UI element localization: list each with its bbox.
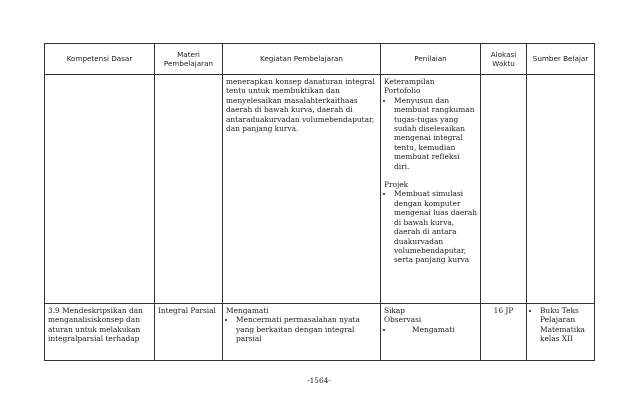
mengamati-heading: Mengamati [226, 306, 269, 315]
syllabus-table [44, 43, 595, 361]
cell-kegiatan [223, 75, 381, 304]
kegiatan-text: menerapkan konsep danaturan integral tentu untuk membuktikan dan menyelesaikan masalahterkaithaas daerah di bawah kurva, daerah di antaraduakurvadan volumebendaputar, dan panjang kurva. [226, 77, 375, 134]
kegiatan-list [226, 315, 377, 343]
cell-kegiatan [223, 304, 381, 361]
table-row [45, 304, 595, 361]
materi-text: Integral Parsial [158, 306, 216, 315]
cell-kompetensi [45, 304, 155, 361]
header-row [45, 44, 595, 75]
observasi-label: Observasi [384, 315, 422, 325]
header-materi: Materi Pembelajaran [155, 44, 223, 75]
cell-materi [155, 304, 223, 361]
cell-sumber [527, 75, 595, 304]
cell-kompetensi [45, 75, 155, 304]
cell-materi [155, 75, 223, 304]
keterampilan-label: Keterampilan [384, 77, 435, 86]
header-sumber: Sumber Belajar [527, 44, 595, 75]
list-item: • Menyusun dan membuat rangkuman tugas-tugas yang sudah diselesaikan mengenai integral tentu, kemudian membuat refleksi diri. [394, 96, 477, 171]
list-item: • Mengamati [394, 325, 477, 334]
cell-penilaian [381, 304, 481, 361]
list-item: • Mencermati permasalahan nyata yang berkaitan dengan integral parsial [236, 315, 377, 343]
header-alokasi: Alokasi Waktu [481, 44, 527, 75]
header-kegiatan: Kegiatan Pembelajaran [223, 44, 381, 75]
cell-sumber [527, 304, 595, 361]
cell-penilaian [381, 75, 481, 304]
projek-list [384, 189, 477, 264]
sumber-list [530, 306, 591, 344]
header-kompetensi: Kompetensi Dasar [45, 44, 155, 75]
observasi-list [384, 325, 477, 334]
projek-label: Projek [384, 180, 409, 190]
list-item: • Membuat simulasi dengan komputer mengenai luas daerah di bawah kurva, daerah di antara duakurvadan volumebendaputar, serta panjang kurva [394, 189, 477, 264]
kompetensi-text: 3.9 Mendeskripsikan dan menganalisiskonsep dan aturan untuk melakukan integralparsial terhadap [48, 306, 143, 344]
cell-alokasi [481, 304, 527, 361]
table-row [45, 75, 595, 304]
portofolio-list [384, 96, 477, 171]
header-penilaian: Penilaian [381, 44, 481, 75]
portofolio-label: Portofolio [384, 86, 421, 96]
page-number: -1564- [307, 376, 331, 385]
sikap-label: Sikap [384, 306, 406, 315]
cell-alokasi [481, 75, 527, 304]
list-item: • Buku Teks Pelajaran Matematika kelas XII [540, 306, 591, 344]
alokasi-text: 16 JP [493, 306, 514, 315]
